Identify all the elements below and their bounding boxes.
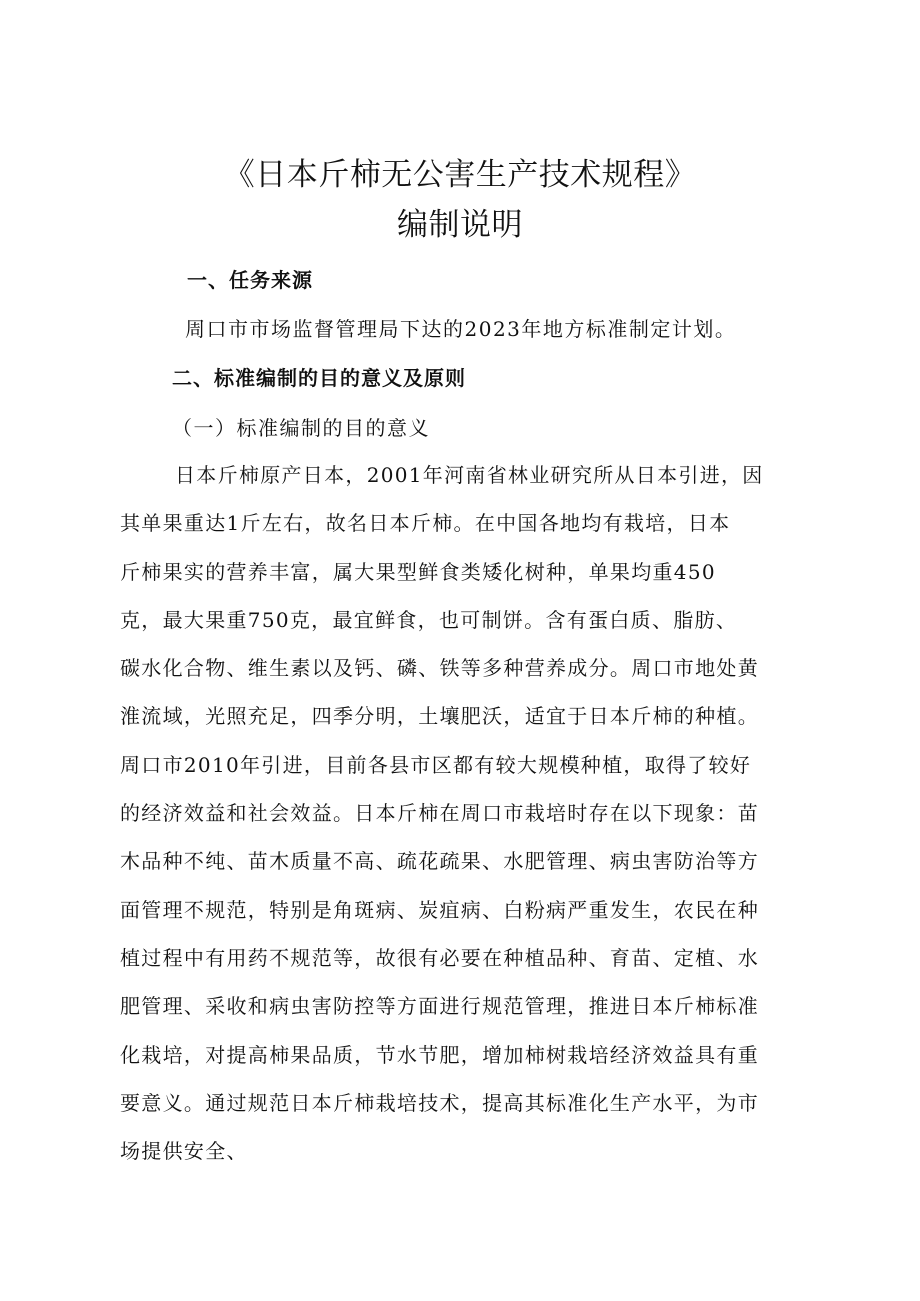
section-heading-purpose: 二、标准编制的目的意义及原则 <box>172 366 466 390</box>
paragraph-line: 周口市2010年引进，目前各县市区都有较大规模种植，取得了较好 <box>120 752 752 777</box>
paragraph-line: 斤柿果实的营养丰富，属大果型鲜食类矮化树种，单果均重450 <box>120 559 716 584</box>
subsection-heading-purpose: （一）标准编制的目的意义 <box>172 416 430 440</box>
paragraph-line: 克，最大果重750克，最宜鲜食，也可制饼。含有蛋白质、脂肪、 <box>120 607 738 632</box>
section-text-task-source: 周口市市场监督管理局下达的2023年地方标准制定计划。 <box>185 317 737 341</box>
paragraph-line: 要意义。通过规范日本斤柿栽培技术，提高其标准化生产水平，为市 <box>120 1090 759 1115</box>
body-paragraph <box>120 460 820 1184</box>
paragraph-line: 面管理不规范，特别是角斑病、炭疽病、白粉病严重发生，农民在种 <box>120 897 759 922</box>
section-heading-task-source: 一、任务来源 <box>187 268 313 292</box>
paragraph-line: 碳水化合物、维生素以及钙、磷、铁等多种营养成分。周口市地处黄 <box>120 656 759 681</box>
paragraph-line: 肥管理、采收和病虫害防控等方面进行规范管理，推进日本斤柿标准 <box>120 994 759 1019</box>
paragraph-line: 场提供安全、 <box>120 1139 248 1164</box>
paragraph-line: 化栽培，对提高柿果品质，节水节肥，增加柿树栽培经济效益具有重 <box>120 1042 759 1067</box>
paragraph-line: 其单果重达1斤左右，故名日本斤柿。在中国各地均有栽培，日本 <box>120 511 731 536</box>
document-subtitle: 编制说明 <box>397 207 523 243</box>
document-title: 《日本斤柿无公害生产技术规程》 <box>223 157 697 193</box>
paragraph-line: 木品种不纯、苗木质量不高、疏花疏果、水肥管理、病虫害防治等方 <box>120 849 759 874</box>
paragraph-line: 植过程中有用药不规范等，故很有必要在种植品种、育苗、定植、水 <box>120 945 759 970</box>
paragraph-line: 日本斤柿原产日本，2001年河南省林业研究所从日本引进，因 <box>175 463 764 487</box>
paragraph-line: 的经济效益和社会效益。日本斤柿在周口市栽培时存在以下现象：苗 <box>120 801 759 826</box>
paragraph-line: 淮流域，光照充足，四季分明，土壤肥沃，适宜于日本斤柿的种植。 <box>120 704 759 729</box>
